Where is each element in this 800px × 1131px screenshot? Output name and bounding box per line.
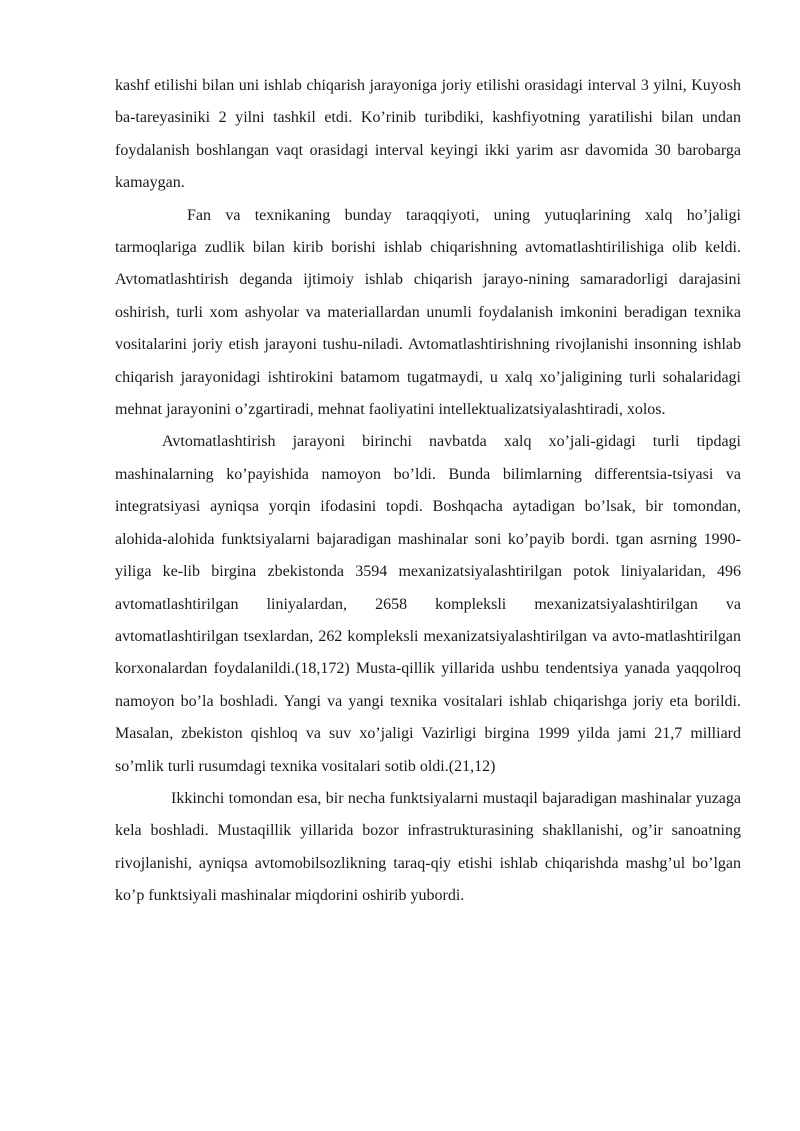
- paragraph-3: Avtomatlashtirish jarayoni birinchi navbatda xalq xo’jali-gidagi turli tipdagi mashinalarning ko’payishida namoyon bo’ldi. Bunda bilimlarning differentsia-tsiyasi va integratsiyasi ayniqsa yorqin ifodasini topdi. Boshqacha aytadigan bo’lsak, bir tomondan, alohida-alohida funktsiyalarni bajaradigan mashinalar soni ko’payib bordi. tgan asrning 1990-yiliga ke-lib birgina zbekistonda 3594 mexanizatsiyalashtirilgan potok liniyalaridan, 496 avtomatlashtirilgan liniyalardan, 2658 kompleksli mexanizatsiyalashtirilgan va avtomatlashtirilgan tsexlardan, 262 kompleksli mexanizatsiyalashtirilgan va avto-matlashtirilgan korxonalardan foydalanildi.(18,172) Musta-qillik yillarida ushbu tendentsiya yanada yaqqolroq namoyon bo’la boshladi. Yangi va yangi texnika vositalari ishlab chiqarishga joriy eta borildi. Masalan, zbekiston qishloq va suv xo’jaligi Vazirligi birgina 1999 yilda jami 21,7 milliard so’mlik turli rusumdagi texnika vositalari sotib oldi.(21,12): [115, 433, 741, 775]
- paragraph-4: Ikkinchi tomondan esa, bir necha funktsiyalarni mustaqil bajaradigan mashinalar yuzaga kela boshladi. Mustaqillik yillarida bozor infrastrukturasining shakllanishi, og’ir sanoatning rivojlanishi, ayniqsa avtomobilsozlikning taraq-qiy etishi ishlab chiqarishda mashg’ul bo’lgan ko’p funktsiyali mashinalar miqdorini oshirib yubordi.: [115, 789, 741, 905]
- paragraph-2: Fan va texnikaning bunday taraqqiyoti, uning yutuqlarining xalq ho’jaligi tarmoqlariga zudlik bilan kirib borishi ishlab chiqarishning avtomatlashtirilishiga olib keldi. Avtomatlashtirish deganda ijtimoiy ishlab chiqarish jarayo-nining samaradorligi darajasini oshirish, turli xom ashyolar va materiallardan unumli foydalanish imkonini beradigan texnika vositalarini joriy etish jarayoni tushu-niladi. Avtomatlashtirishning rivojlanishi insonning ishlab chiqarish jarayonidagi ishtirokini batamom tugatmaydi, u xalq xo’jaligining turli sohalaridagi mehnat jarayonini o’zgartiradi, mehnat faoliyatini intellektualizatsiyalashtiradi, xolos.: [115, 206, 741, 419]
- paragraph-1: kashf etilishi bilan uni ishlab chiqarish jarayoniga joriy etilishi orasidagi interval 3 yilni, Kuyosh ba-tareyasiniki 2 yilni tashkil etdi. Ko’rinib turibdiki, kashfiyotning yaratilishi bilan undan foydalanish boshlangan vaqt orasidagi interval keyingi ikki yarim asr davomida 30 barobarga kamaygan.: [115, 77, 741, 192]
- body-text: [115, 70, 741, 913]
